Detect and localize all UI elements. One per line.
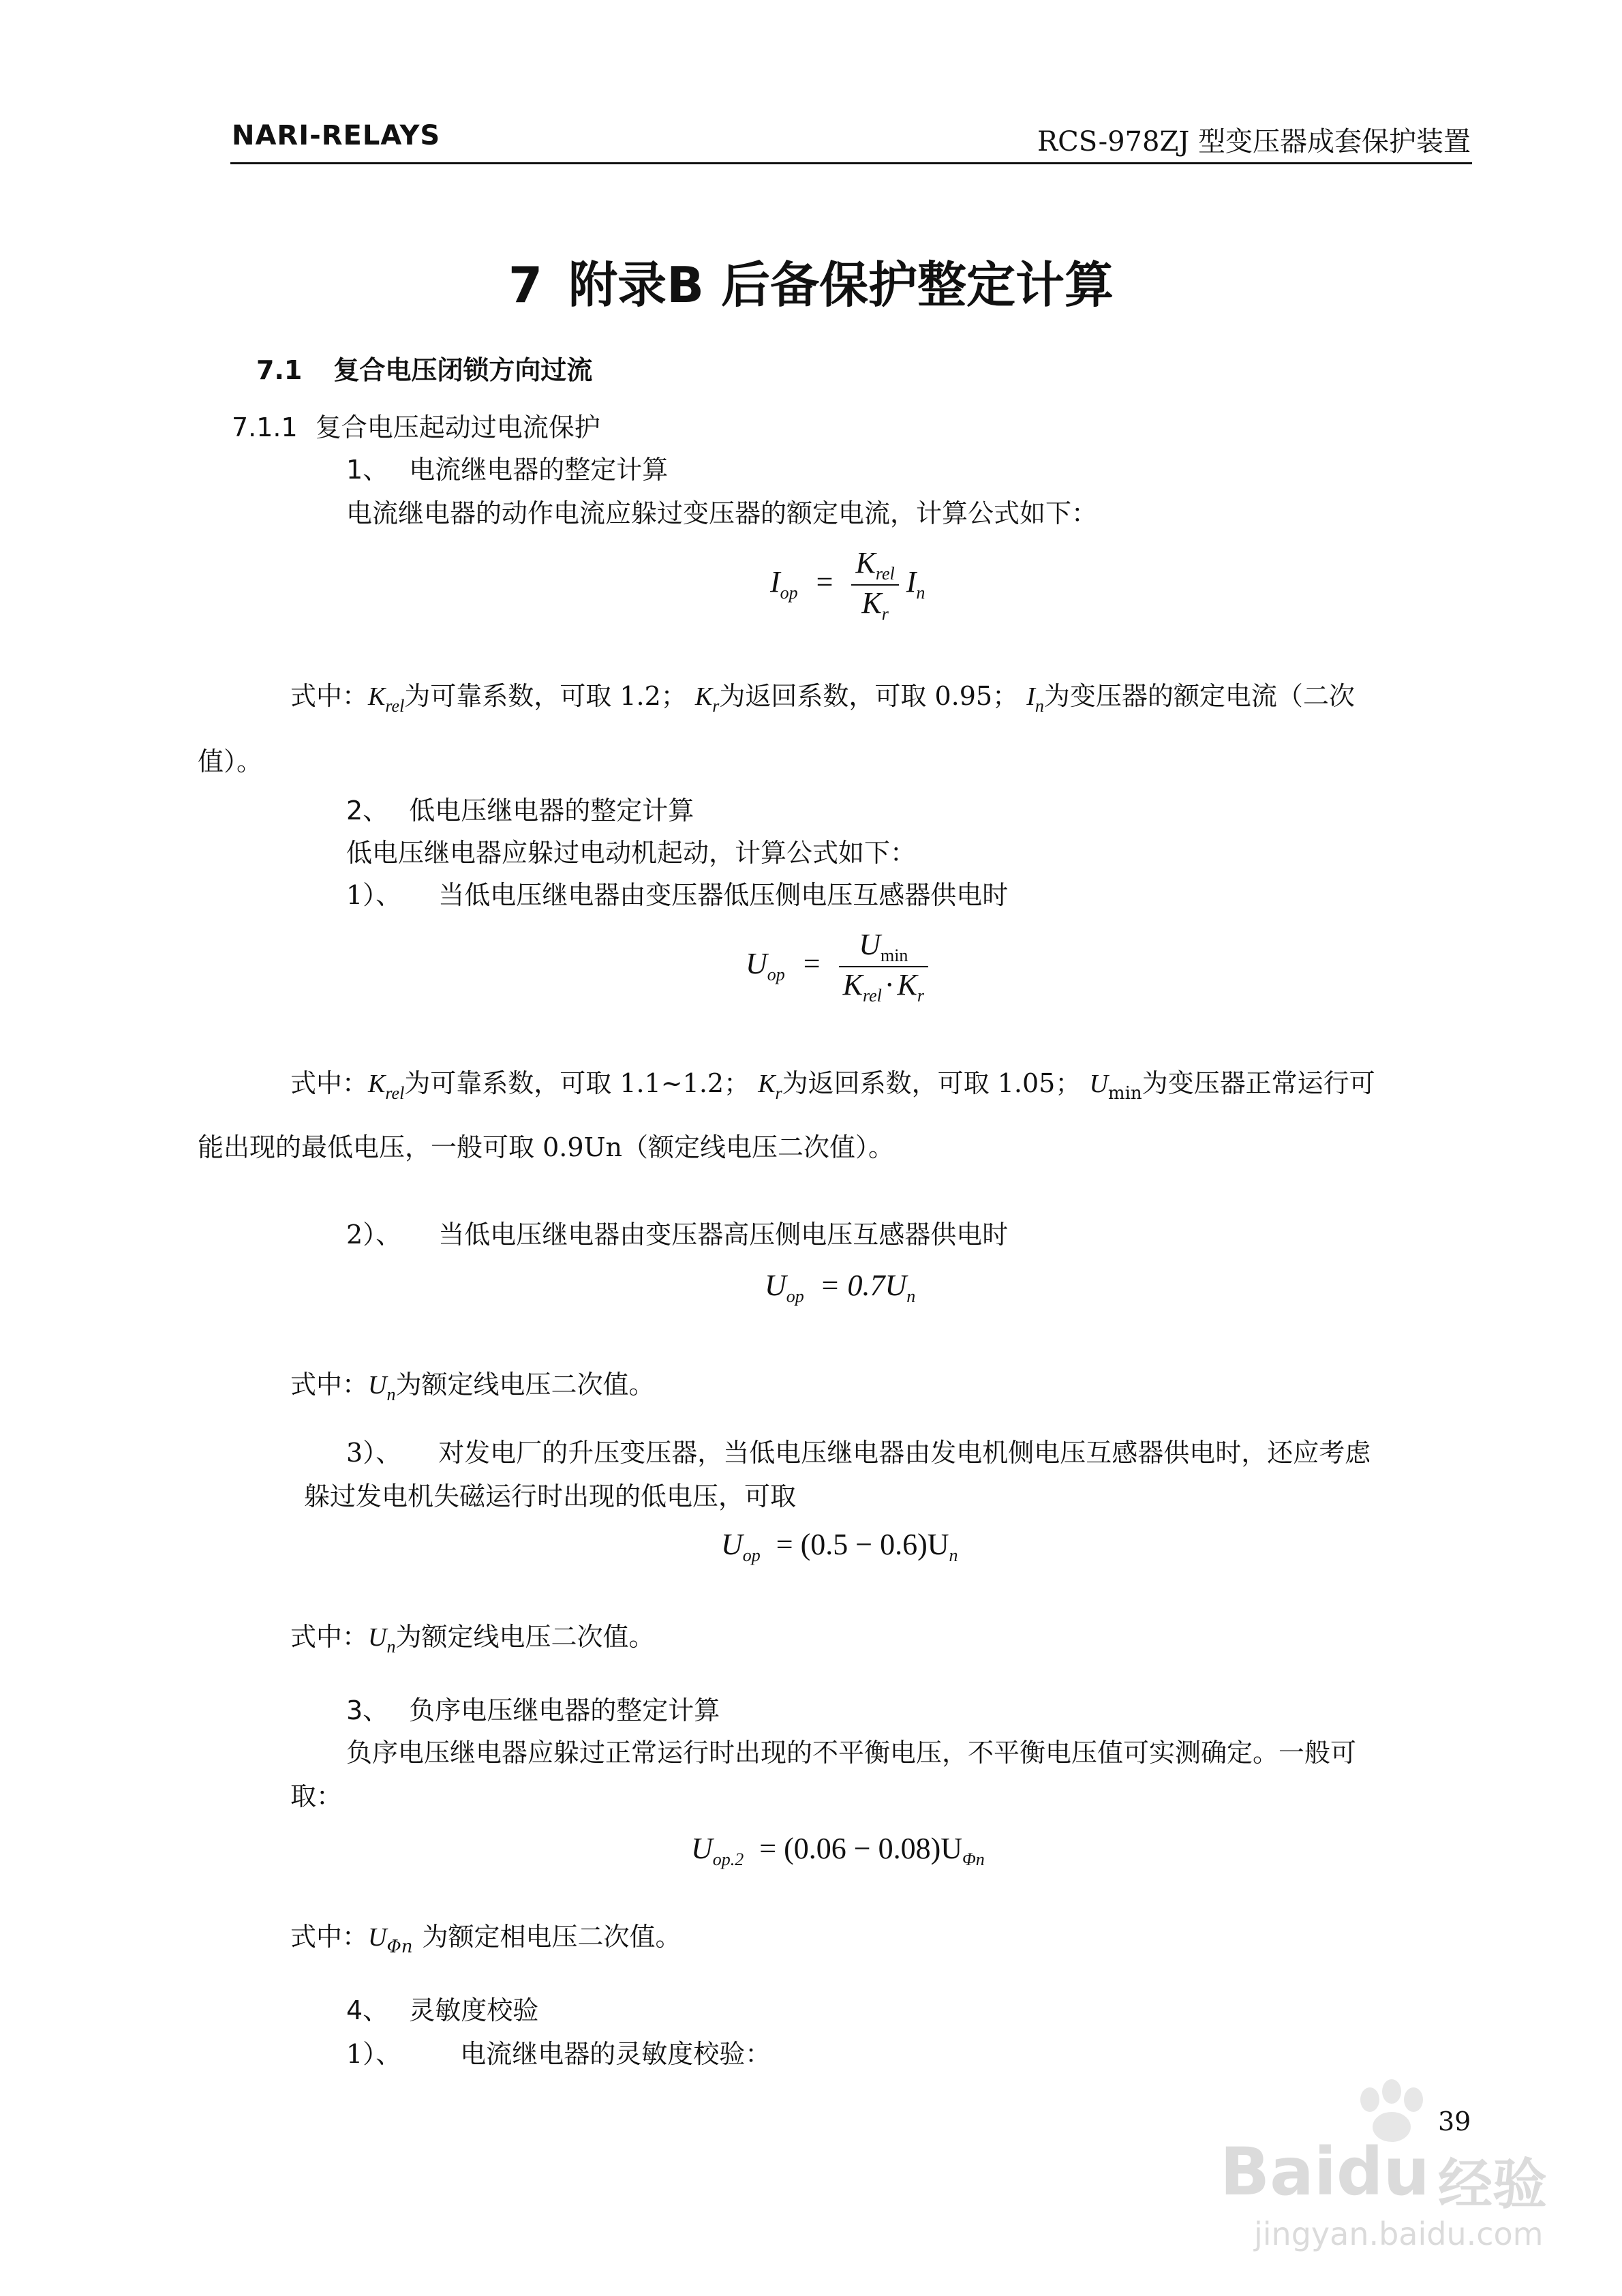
- item-4-1-heading: [346, 2033, 771, 2070]
- item-1-heading: [346, 449, 668, 486]
- page-title: [0, 245, 1622, 316]
- formula-2: [746, 927, 928, 1006]
- item-label: 1）、: [346, 2039, 402, 2069]
- where-label: 式中：: [290, 1068, 369, 1098]
- formula-subscript: Φn: [386, 1937, 413, 1957]
- item-2-2-where: [290, 1363, 654, 1405]
- formula-symbol: I: [770, 565, 780, 599]
- formula-symbol: K: [897, 968, 917, 1001]
- formula-3: [765, 1268, 915, 1307]
- formula-subscript: n: [949, 1545, 958, 1565]
- item-text: 灵敏度校验: [409, 1995, 539, 2025]
- formula-symbol: K: [368, 1070, 386, 1098]
- formula-subscript: min: [880, 946, 908, 965]
- formula-subscript: op: [780, 583, 798, 603]
- watermark-cn: 经验: [1438, 2153, 1547, 2216]
- item-label: 1、: [346, 455, 389, 485]
- formula-subscript: op: [767, 965, 785, 985]
- formula-symbol: I: [1026, 682, 1035, 711]
- item-label: 4、: [346, 1995, 389, 2025]
- subsection-title: 复合电压起动过电流保护: [315, 412, 600, 442]
- item-4-heading: [346, 1989, 538, 2027]
- fraction-denominator: [839, 967, 928, 1006]
- item-label: 1）、: [346, 880, 402, 910]
- formula-symbol: U: [721, 1528, 743, 1561]
- where-text: 为可靠系数，可取 1.1~1.2；: [404, 1068, 750, 1098]
- formula-subscript: op: [742, 1545, 761, 1565]
- item-text: 当低电压继电器由变压器低压侧电压互感器供电时: [438, 880, 1009, 910]
- item-label: 2）、: [346, 1220, 402, 1250]
- where-text: 为额定线电压二次值。: [395, 1622, 655, 1652]
- baidu-watermark: [1213, 2052, 1595, 2256]
- formula-symbol: U: [691, 1832, 713, 1865]
- formula-rhs: = 0.7U: [819, 1269, 907, 1302]
- where-label: 式中：: [290, 681, 369, 711]
- formula-subscript: n: [1035, 696, 1044, 716]
- formula-5: [691, 1831, 985, 1870]
- item-3-description: 负序电压继电器应躲过正常运行时出现的不平衡电压，不平衡电压值可实测确定。一般可: [346, 1738, 1357, 1768]
- formula-subscript: r: [917, 986, 925, 1006]
- where-label: 式中：: [290, 1370, 369, 1400]
- where-text: 为返回系数，可取 1.05；: [782, 1068, 1082, 1098]
- formula-1: [770, 545, 925, 624]
- formula-symbol: K: [758, 1070, 776, 1098]
- where-text: 为变压器正常运行可: [1142, 1068, 1375, 1098]
- where-text: 为额定线电压二次值。: [395, 1370, 655, 1400]
- formula-subscript: rel: [385, 1083, 405, 1103]
- item-1-description: 电流继电器的动作电流应躲过变压器的额定电流，计算公式如下：: [346, 498, 1098, 528]
- where-label: 式中：: [290, 1922, 369, 1952]
- item-text: 对发电厂的升压变压器，当低电压继电器由发电机侧电压互感器供电时，还应考虑: [438, 1438, 1371, 1468]
- formula-symbol: I: [906, 565, 917, 599]
- formula-subscript: op: [786, 1286, 804, 1306]
- header-brand: NARI-RELAYS: [232, 120, 441, 151]
- formula-symbol: K: [855, 546, 876, 579]
- item-2-1-heading: [346, 874, 1008, 911]
- section-7-1-1: [232, 406, 600, 444]
- item-text: 低电压继电器的整定计算: [409, 796, 694, 826]
- formula-fraction: [851, 545, 898, 624]
- formula-subscript: n: [386, 1637, 396, 1657]
- formula-subscript: min: [1107, 1083, 1142, 1104]
- item-1-where-cont: 值）。: [198, 746, 263, 776]
- formula-rhs: = (0.5 − 0.6)U: [776, 1528, 949, 1561]
- where-label: 式中：: [290, 1622, 369, 1652]
- formula-symbol: U: [368, 1371, 387, 1400]
- formula-symbol: K: [861, 586, 882, 620]
- formula-subscript: r: [881, 604, 889, 624]
- item-3-description-cont: 取：: [290, 1781, 343, 1811]
- item-label: 3）、: [346, 1438, 402, 1468]
- item-2-3-where: [290, 1616, 654, 1657]
- formula-subscript: r: [712, 696, 720, 716]
- header-product: RCS-978ZJ 型变压器成套保护装置: [1037, 126, 1471, 157]
- formula-symbol: K: [694, 682, 713, 711]
- formula-symbol: U: [368, 1623, 387, 1652]
- formula-subscript: rel: [875, 564, 895, 584]
- item-2-description: 低电压继电器应躲过电动机起动，计算公式如下：: [346, 838, 917, 868]
- formula-symbol: U: [746, 947, 767, 981]
- title-text: 附录B 后备保护整定计算: [568, 256, 1114, 314]
- formula-subscript: Φn: [962, 1849, 985, 1869]
- formula-subscript: rel: [385, 696, 405, 716]
- where-text: 为变压器的额定电流（二次: [1043, 681, 1355, 711]
- title-number: 7: [508, 256, 543, 314]
- fraction-denominator: [851, 586, 898, 624]
- item-2-3-heading: [346, 1432, 1371, 1469]
- formula-subscript: r: [775, 1083, 782, 1103]
- item-2-2-heading: [346, 1213, 1008, 1251]
- item-2-1-where: [290, 1062, 1375, 1104]
- formula-subscript: rel: [862, 986, 882, 1006]
- item-3-heading: [346, 1689, 720, 1727]
- formula-4: [721, 1527, 958, 1566]
- formula-symbol: K: [842, 968, 863, 1001]
- section-title: 复合电压闭锁方向过流: [333, 355, 593, 385]
- section-number: 7.1: [256, 355, 303, 385]
- where-text: 为额定相电压二次值。: [422, 1922, 682, 1952]
- fraction-numerator: [839, 927, 928, 967]
- formula-operator: =: [816, 565, 833, 599]
- formula-subscript: n: [916, 583, 925, 603]
- item-label: 2、: [346, 796, 389, 826]
- formula-symbol: U: [368, 1923, 387, 1952]
- item-label: 3、: [346, 1695, 389, 1725]
- formula-subscript: n: [386, 1385, 396, 1404]
- item-2-1-where-cont: 能出现的最低电压，一般可取 0.9Un（额定线电压二次值）。: [198, 1132, 895, 1162]
- item-text: 当低电压继电器由变压器高压侧电压互感器供电时: [438, 1220, 1009, 1250]
- where-text: 为返回系数，可取 0.95；: [719, 681, 1019, 711]
- item-text: 负序电压继电器的整定计算: [409, 1695, 720, 1725]
- item-text: 电流继电器的整定计算: [409, 455, 669, 485]
- watermark-url: jingyan.baidu.com: [1254, 2216, 1544, 2252]
- formula-symbol: U: [765, 1269, 786, 1302]
- item-text: 电流继电器的灵敏度校验：: [460, 2039, 771, 2069]
- formula-symbol: K: [368, 682, 386, 711]
- where-text: 为可靠系数，可取 1.2；: [404, 681, 687, 711]
- section-7-1: [256, 349, 592, 387]
- subsection-number: 7.1.1: [232, 412, 298, 442]
- item-1-where: [290, 675, 1355, 716]
- header-rule: [230, 162, 1472, 164]
- page-number: 39: [1438, 2106, 1471, 2136]
- item-3-where: [290, 1916, 682, 1957]
- formula-fraction: [839, 927, 928, 1006]
- formula-operator: =: [803, 947, 821, 981]
- formula-subscript: op.2: [712, 1849, 744, 1869]
- item-2-heading: [346, 789, 694, 827]
- formula-rhs: = (0.06 − 0.08)U: [759, 1832, 962, 1865]
- formula-symbol: U: [859, 928, 881, 961]
- fraction-numerator: [851, 545, 898, 586]
- formula-symbol: U: [1089, 1070, 1108, 1098]
- watermark-brand: Baidu: [1220, 2134, 1430, 2210]
- item-2-3-cont: 躲过发电机失磁运行时出现的低电压，可取: [304, 1481, 797, 1511]
- formula-operator: ·: [884, 968, 895, 1001]
- formula-subscript: n: [906, 1286, 916, 1306]
